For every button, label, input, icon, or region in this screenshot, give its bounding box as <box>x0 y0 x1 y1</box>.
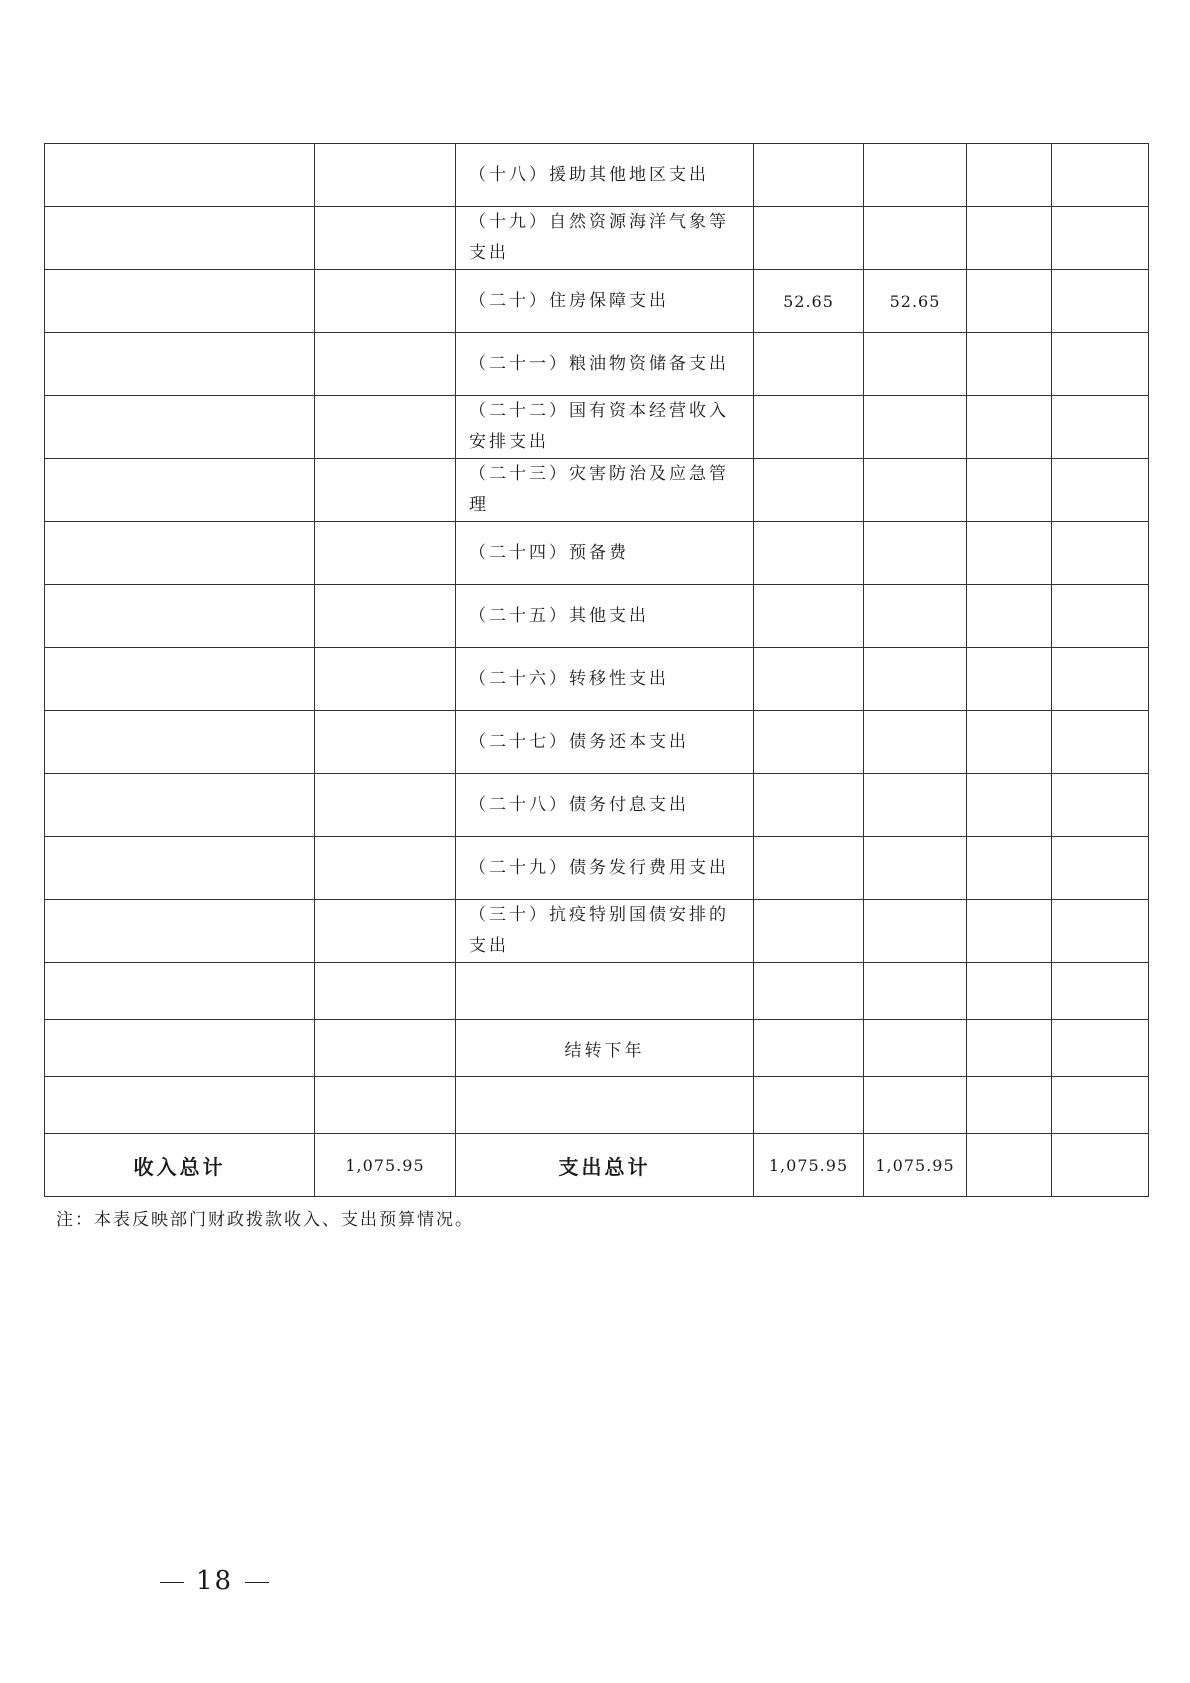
table-row <box>45 144 1149 207</box>
income-item-cell <box>45 144 315 207</box>
table-row-empty <box>45 1077 1149 1134</box>
empty-cell <box>864 1020 967 1077</box>
income-item-cell <box>45 459 315 522</box>
income-amount-cell <box>315 270 456 333</box>
expense-general-cell: 52.65 <box>864 270 967 333</box>
empty-cell <box>864 963 967 1020</box>
expense-item-cell: （二十六）转移性支出 <box>456 648 754 711</box>
empty-cell <box>864 1077 967 1134</box>
page-number <box>148 1566 281 1596</box>
income-item-cell <box>45 774 315 837</box>
expense-total-cell <box>754 774 864 837</box>
income-amount-cell <box>315 522 456 585</box>
expense-item-cell: （十八）援助其他地区支出 <box>456 144 754 207</box>
expense-general-cell <box>864 396 967 459</box>
table-row <box>45 711 1149 774</box>
expense-item-cell: （二十二）国有资本经营收入安排支出 <box>456 396 754 459</box>
empty-cell <box>967 1134 1052 1197</box>
empty-cell <box>315 963 456 1020</box>
table-note: 注：本表反映部门财政拨款收入、支出预算情况。 <box>56 1210 474 1230</box>
empty-cell <box>754 963 864 1020</box>
table-row <box>45 396 1149 459</box>
table-row <box>45 522 1149 585</box>
income-amount-cell <box>315 396 456 459</box>
income-item-cell <box>45 522 315 585</box>
empty-cell <box>1052 207 1149 270</box>
empty-cell <box>1052 270 1149 333</box>
empty-cell <box>967 522 1052 585</box>
table-row <box>45 648 1149 711</box>
table-row <box>45 459 1149 522</box>
empty-cell <box>1052 1134 1149 1197</box>
page-dash-right <box>245 1582 269 1583</box>
page-dash-left <box>160 1582 184 1583</box>
empty-cell <box>967 774 1052 837</box>
empty-cell <box>967 648 1052 711</box>
expense-general-cell <box>864 711 967 774</box>
empty-cell <box>967 207 1052 270</box>
expense-general-cell <box>864 207 967 270</box>
empty-cell <box>1052 144 1149 207</box>
expense-item-cell: （二十三）灾害防治及应急管理 <box>456 459 754 522</box>
empty-cell <box>1052 585 1149 648</box>
expense-total-cell <box>754 333 864 396</box>
table-row <box>45 900 1149 963</box>
income-amount-cell <box>315 774 456 837</box>
empty-cell <box>967 585 1052 648</box>
expense-general-cell <box>864 837 967 900</box>
expense-total-value: 1,075.95 <box>754 1134 864 1197</box>
expense-total-cell <box>754 396 864 459</box>
expense-total-cell <box>754 522 864 585</box>
expense-general-cell <box>864 333 967 396</box>
empty-cell <box>967 1020 1052 1077</box>
empty-cell <box>1052 963 1149 1020</box>
income-amount-cell <box>315 333 456 396</box>
carryover-label: 结转下年 <box>456 1020 754 1077</box>
table-row <box>45 333 1149 396</box>
income-item-cell <box>45 270 315 333</box>
empty-cell <box>1052 459 1149 522</box>
totals-row <box>45 1134 1149 1197</box>
expense-item-cell: （二十一）粮油物资储备支出 <box>456 333 754 396</box>
empty-cell <box>967 333 1052 396</box>
expense-item-cell: （十九）自然资源海洋气象等支出 <box>456 207 754 270</box>
expense-total-cell: 52.65 <box>754 270 864 333</box>
income-item-cell <box>45 837 315 900</box>
expense-total-cell <box>754 711 864 774</box>
expense-general-total-value: 1,075.95 <box>864 1134 967 1197</box>
expense-total-cell <box>754 648 864 711</box>
empty-cell <box>1052 1077 1149 1134</box>
expense-general-cell <box>864 459 967 522</box>
table-row <box>45 270 1149 333</box>
income-total-value: 1,075.95 <box>315 1134 456 1197</box>
expense-general-cell <box>864 144 967 207</box>
empty-cell <box>1052 648 1149 711</box>
expense-general-cell <box>864 585 967 648</box>
expense-item-cell: （二十七）债务还本支出 <box>456 711 754 774</box>
table-row <box>45 585 1149 648</box>
empty-cell <box>967 1077 1052 1134</box>
expense-item-cell: （二十八）债务付息支出 <box>456 774 754 837</box>
empty-cell <box>1052 837 1149 900</box>
expense-general-cell <box>864 648 967 711</box>
empty-cell <box>315 1077 456 1134</box>
budget-table <box>44 143 1149 1197</box>
income-item-cell <box>45 711 315 774</box>
income-item-cell <box>45 333 315 396</box>
expense-item-cell: （二十）住房保障支出 <box>456 270 754 333</box>
income-amount-cell <box>315 207 456 270</box>
empty-cell <box>967 144 1052 207</box>
expense-item-cell: （二十四）预备费 <box>456 522 754 585</box>
empty-cell <box>1052 333 1149 396</box>
table-row-empty <box>45 963 1149 1020</box>
income-amount-cell <box>315 585 456 648</box>
income-item-cell <box>45 207 315 270</box>
income-amount-cell <box>315 459 456 522</box>
income-amount-cell <box>315 900 456 963</box>
empty-cell <box>967 396 1052 459</box>
expense-total-cell <box>754 459 864 522</box>
expense-total-cell <box>754 207 864 270</box>
expense-total-cell <box>754 144 864 207</box>
empty-cell <box>1052 522 1149 585</box>
page-number-value: 18 <box>196 1566 234 1596</box>
empty-cell <box>456 963 754 1020</box>
income-total-label: 收入总计 <box>45 1134 315 1197</box>
income-item-cell <box>45 396 315 459</box>
empty-cell <box>967 963 1052 1020</box>
empty-cell <box>967 459 1052 522</box>
expense-total-cell <box>754 900 864 963</box>
empty-cell <box>45 963 315 1020</box>
empty-cell <box>1052 396 1149 459</box>
expense-general-cell <box>864 774 967 837</box>
expense-item-cell: （三十）抗疫特别国债安排的支出 <box>456 900 754 963</box>
expense-total-label: 支出总计 <box>456 1134 754 1197</box>
expense-item-cell: （二十五）其他支出 <box>456 585 754 648</box>
empty-cell <box>967 270 1052 333</box>
income-amount-cell <box>315 144 456 207</box>
expense-total-cell <box>754 585 864 648</box>
income-amount-cell <box>315 711 456 774</box>
empty-cell <box>754 1020 864 1077</box>
empty-cell <box>1052 774 1149 837</box>
empty-cell <box>1052 1020 1149 1077</box>
expense-item-cell: （二十九）债务发行费用支出 <box>456 837 754 900</box>
expense-general-cell <box>864 522 967 585</box>
income-item-cell <box>45 900 315 963</box>
empty-cell <box>754 1077 864 1134</box>
empty-cell <box>967 837 1052 900</box>
table-row <box>45 774 1149 837</box>
expense-total-cell <box>754 837 864 900</box>
income-item-cell <box>45 585 315 648</box>
empty-cell <box>967 900 1052 963</box>
empty-cell <box>1052 900 1149 963</box>
empty-cell <box>45 1020 315 1077</box>
table-row <box>45 837 1149 900</box>
expense-general-cell <box>864 900 967 963</box>
empty-cell <box>1052 711 1149 774</box>
income-amount-cell <box>315 648 456 711</box>
table-row <box>45 207 1149 270</box>
empty-cell <box>45 1077 315 1134</box>
empty-cell <box>456 1077 754 1134</box>
carryover-row <box>45 1020 1149 1077</box>
income-item-cell <box>45 648 315 711</box>
empty-cell <box>967 711 1052 774</box>
empty-cell <box>315 1020 456 1077</box>
income-amount-cell <box>315 837 456 900</box>
